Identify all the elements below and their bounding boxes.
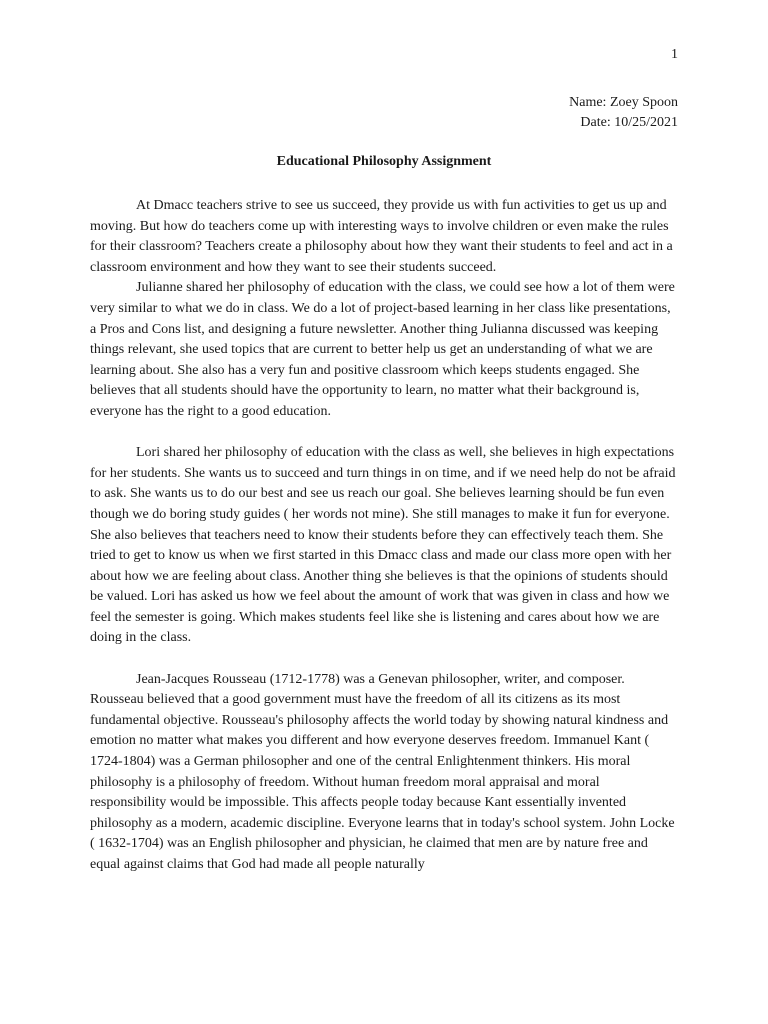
paragraph-intro: At Dmacc teachers strive to see us succeed, they provide us with fun activities to get us up and moving. But how do teachers come up with interesting ways to involve children or even make the rules for their classroom? Teachers create a philosophy about how they want their students to feel and act in a classroom environment and how they want to see their students succeed. — [90, 198, 673, 275]
student-name: Name: Zoey Spoon — [569, 95, 678, 110]
paragraph-julianne: Julianne shared her philosophy of education with the class, we could see how a lot of them were very similar to what we do in class. We do a lot of project-based learning in her class like presentations, a Pros and Cons list, and designing a future newsletter. Another thing Julianna discussed was keeping things relevant, she used topics that are current to better help us get an understanding of what we are learning about. She also has a very fun and positive classroom which keeps students engaged. She believes that all students should have the opportunity to learn, no matter what their background is, everyone has the right to a good education. — [90, 280, 675, 419]
paragraph-lori: Lori shared her philosophy of education with the class as well, she believes in high expectations for her students. She wants us to succeed and turn things in on time, and if we need help do not be afraid to ask. She wants us to do our best and see us reach our goal. She believes learning should be fun even though we do boring study guides ( her words not mine). She still manages to make it fun for everyone. She also believes that teachers need to know their students before they can effectively teach them. She tried to get to know us when we first started in this Dmacc class and made our class more open with her about how we are feeling about class. Another thing she believes is that the opinions of students should be valued. Lori has asked us how we feel about the amount of work that was given in class and how we feel the semester is going. Which makes students feel like she is listening and cares about how we are doing in the class. — [90, 445, 676, 646]
document-body — [90, 196, 678, 876]
page-number: 1 — [671, 47, 678, 62]
paragraph-gap — [90, 423, 678, 444]
paragraph-gap — [90, 649, 678, 670]
paragraph-philosophers: Jean-Jacques Rousseau (1712-1778) was a Genevan philosopher, writer, and composer. Rousseau believed that a good government must have the freedom of all its citizens as its most fundamental objective. Rousseau's philosophy affects the world today by showing natural kindness and emotion no matter what makes you different and how everyone deserves freedom. Immanuel Kant ( 1724-1804) was a German philosopher and one of the central Enlightenment thinkers. His moral philosophy is a philosophy of freedom. Without human freedom moral appraisal and moral responsibility would be impossible. This affects people today because Kant essentially invented philosophy as a modern, academic discipline. Everyone learns that in today's school system. John Locke ( 1632-1704) was an English philosopher and physician, he claimed that men are by nature free and equal against claims that God had made all people naturally — [90, 671, 675, 872]
assignment-date: Date: 10/25/2021 — [580, 115, 678, 130]
header-info — [569, 93, 678, 133]
document-title: Educational Philosophy Assignment — [276, 154, 492, 169]
